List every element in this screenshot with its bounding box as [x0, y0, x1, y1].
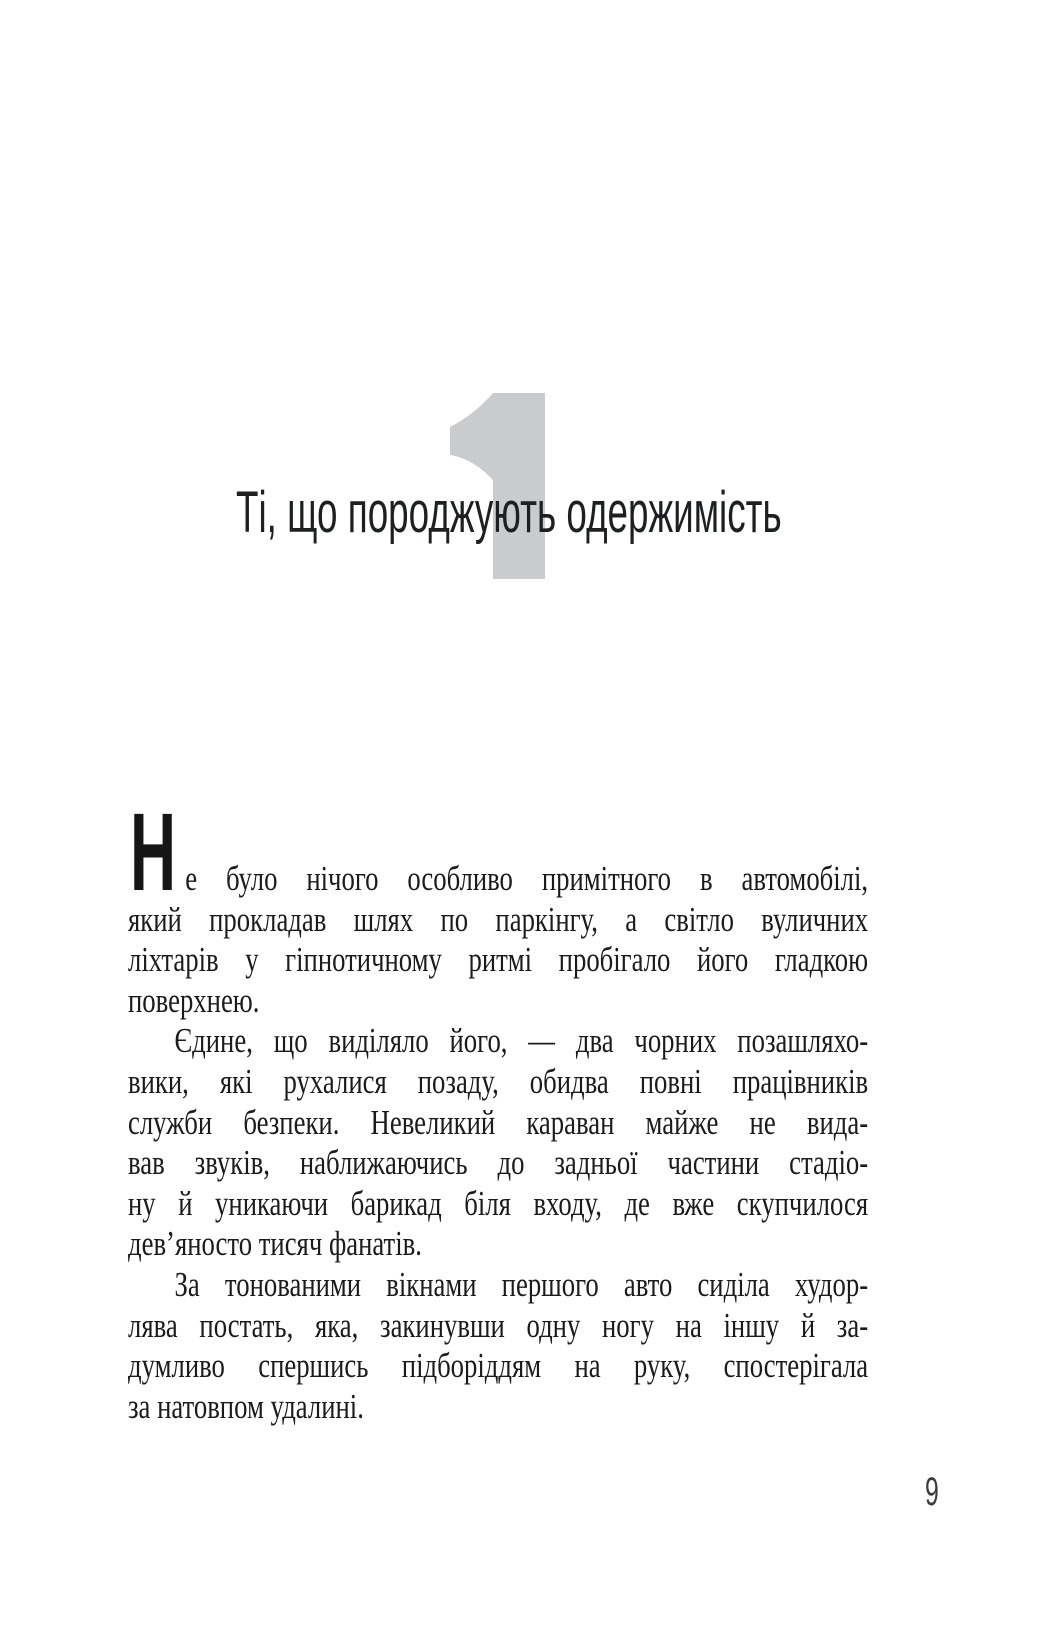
- text-line: вав звуків, наближаючись до задньої частини стадіо-: [128, 1143, 869, 1183]
- text-line: вики, які рухалися позаду, обидва повні працівників: [128, 1061, 869, 1101]
- text-line: дев’яносто тисяч фанатів.: [128, 1224, 422, 1264]
- paragraph: [128, 1021, 868, 1265]
- text-line: ліхтарів у гіпнотичному ритмі пробігало його гладкою: [128, 940, 869, 980]
- text-line: за натовпом удалині.: [128, 1386, 364, 1426]
- text-line: ну й уникаючи барикад біля входу, де вже скупчилося: [128, 1183, 869, 1223]
- drop-cap-letter: Н: [130, 791, 177, 914]
- text-line: е було нічого особливо примітного в автомобілі,: [185, 859, 869, 898]
- text-line: За тонованими вікнами першого авто сиділа худор-: [174, 1264, 869, 1304]
- text-line: який прокладав шлях по паркінгу, а світло вуличних: [128, 899, 869, 939]
- text-line: Єдине, що виділяло його, — два чорних позашляхо-: [174, 1021, 869, 1061]
- body-text: [128, 859, 868, 1427]
- chapter-title: Ті, що породжують одержимість: [236, 480, 782, 545]
- text-line: лява постать, яка, закинувши одну ногу на іншу й за-: [128, 1305, 869, 1345]
- text-line: служби безпеки. Невеликий караван майже не вида-: [128, 1102, 869, 1142]
- text-line: думливо спершись підборіддям на руку, спостерігала: [128, 1346, 869, 1386]
- text-line: поверхнею.: [128, 980, 260, 1020]
- paragraph: [128, 859, 868, 1021]
- paragraph: [128, 1265, 868, 1427]
- page-number: 9: [925, 1470, 939, 1514]
